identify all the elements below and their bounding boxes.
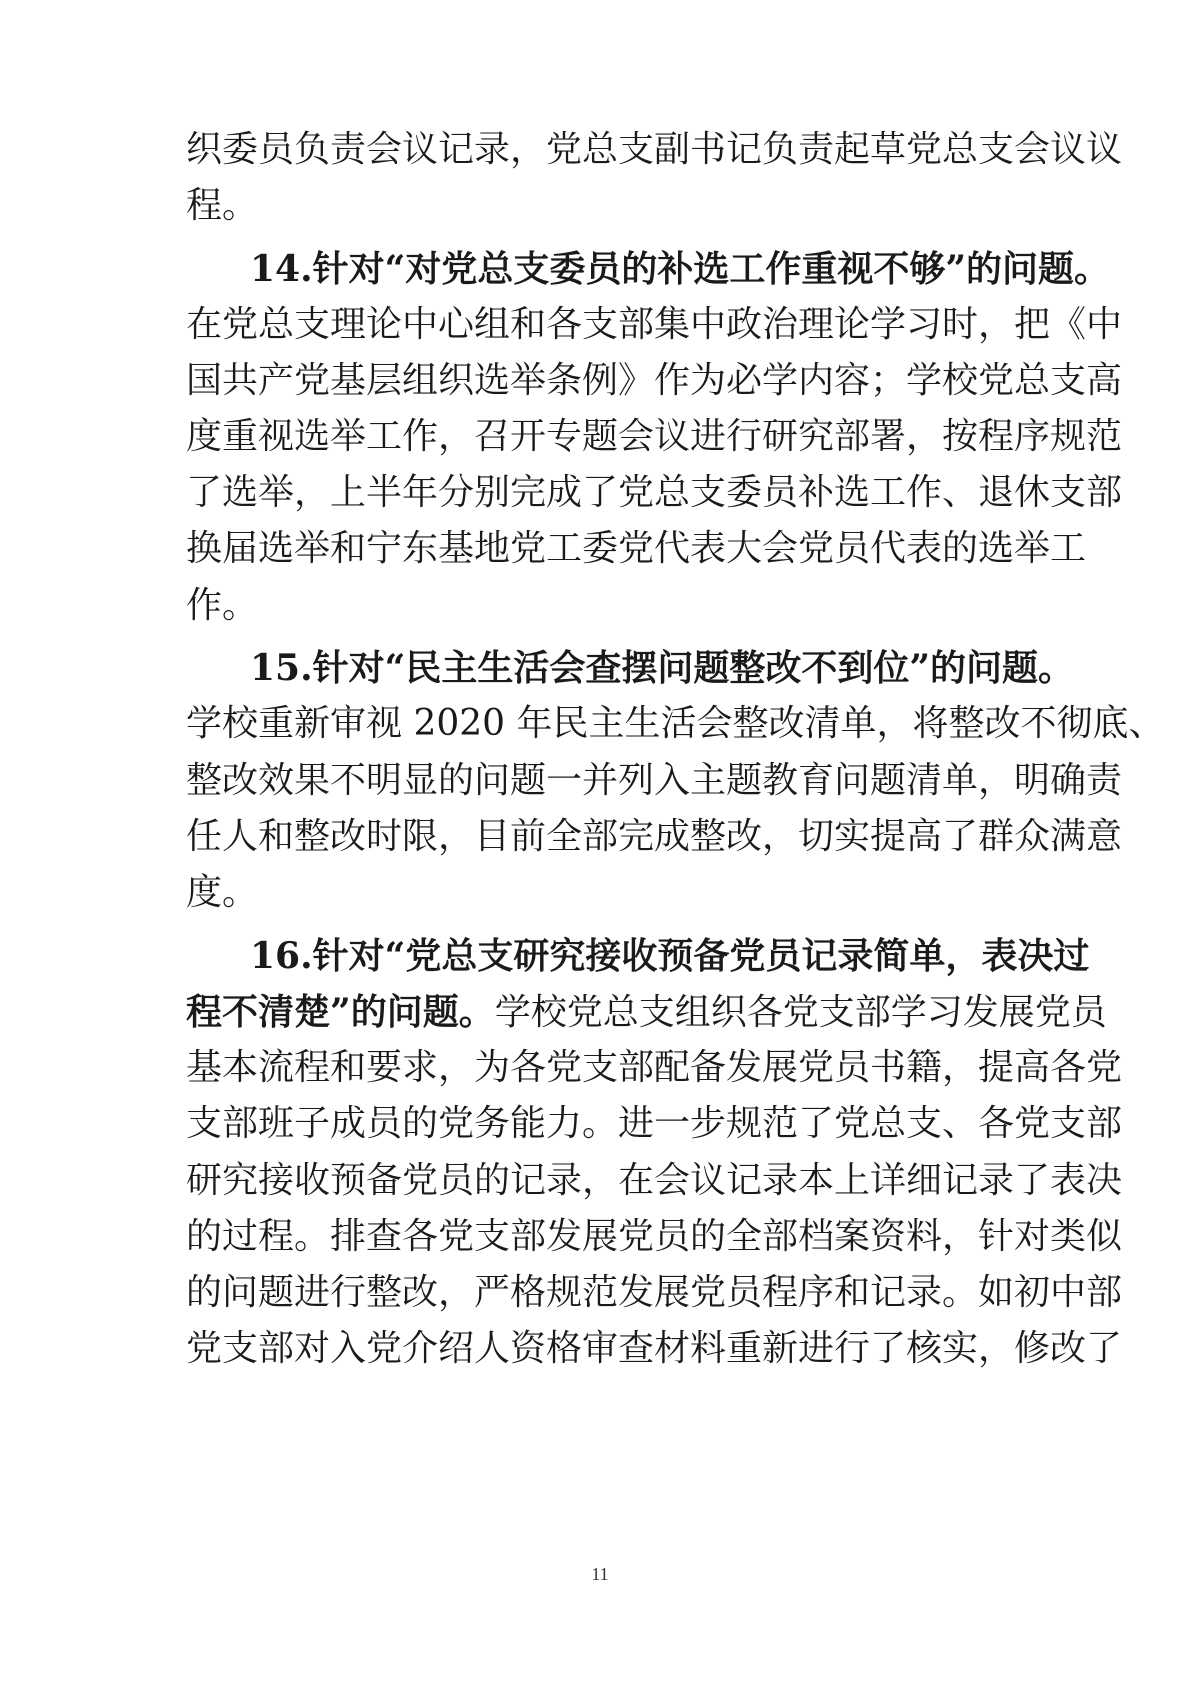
text-segment: 的问题进行整改，严格规范发展党员程序和记录。如初中部: [186, 1272, 1123, 1313]
text-line: [186, 1149, 1123, 1213]
text-line: [186, 174, 1022, 238]
text-segment: 党支部对入党介绍人资格审查材料重新进行了核实，修改了: [186, 1328, 1123, 1369]
text-line: [186, 1205, 1123, 1269]
text-segment: 支部班子成员的党务能力。进一步规范了党总支、各党支部: [186, 1103, 1123, 1144]
text-line: [186, 861, 1022, 925]
text-segment: 度。: [186, 872, 259, 913]
text-segment: 作。: [186, 585, 259, 626]
text-line: [186, 461, 1123, 525]
text-line: [186, 1036, 1123, 1100]
page-number: 11: [591, 1564, 609, 1584]
text-line: [186, 517, 1087, 581]
bold-text-segment: 16.针对“党总支研究接收预备党员记录简单，表决过: [250, 935, 1090, 977]
text-segment: 在党总支理论中心组和各支部集中政治理论学习时，把《中: [186, 304, 1123, 345]
text-line: [186, 692, 1165, 756]
text-line: [186, 574, 1022, 638]
text-segment: 研究接收预备党员的记录，在会议记录本上详细记录了表决: [186, 1160, 1123, 1201]
text-segment: 学校党总支组织各党支部学习发展党员: [494, 992, 1107, 1033]
text-segment: 换届选举和宁东基地党工委党代表大会党员代表的选举工: [186, 528, 1087, 569]
text-line: [186, 349, 1123, 413]
bold-text-segment: 15.针对“民主生活会查摆问题整改不到位”的问题。: [250, 647, 1075, 689]
bold-text-segment: 14.针对“对党总支委员的补选工作重视不够”的问题。: [250, 248, 1111, 290]
text-line: [186, 1261, 1123, 1325]
text-segment: 程。: [186, 185, 259, 226]
text-segment: 度重视选举工作，召开专题会议进行研究部署，按程序规范: [186, 416, 1123, 457]
text-line: [186, 1317, 1123, 1381]
text-segment: 基本流程和要求，为各党支部配备发展党员书籍，提高各党: [186, 1047, 1123, 1088]
text-line: [186, 118, 1123, 182]
text-segment: 织委员负责会议记录，党总支副书记负责起草党总支会议议: [186, 129, 1123, 170]
text-line: [250, 924, 1090, 988]
text-segment: 了选举，上半年分别完成了党总支委员补选工作、退休支部: [186, 472, 1123, 513]
text-line: [250, 636, 1075, 700]
text-segment: 国共产党基层组织选举条例》作为必学内容；学校党总支高: [186, 360, 1123, 401]
text-line: [250, 237, 1111, 301]
text-line: [186, 805, 1123, 869]
text-segment: 任人和整改时限，目前全部完成整改，切实提高了群众满意: [186, 816, 1123, 857]
text-line: [186, 293, 1123, 357]
text-segment: 学校重新审视 2020 年民主生活会整改清单，将整改不彻底、: [186, 703, 1165, 744]
text-line: [186, 1092, 1123, 1156]
text-line: [186, 980, 1107, 1044]
text-line: [186, 405, 1123, 469]
bold-text-segment: 程不清楚”的问题。: [186, 991, 495, 1033]
text-line: [186, 749, 1123, 813]
text-segment: 整改效果不明显的问题一并列入主题教育问题清单，明确责: [186, 760, 1123, 801]
text-segment: 的过程。排查各党支部发展党员的全部档案资料，针对类似: [186, 1216, 1123, 1257]
